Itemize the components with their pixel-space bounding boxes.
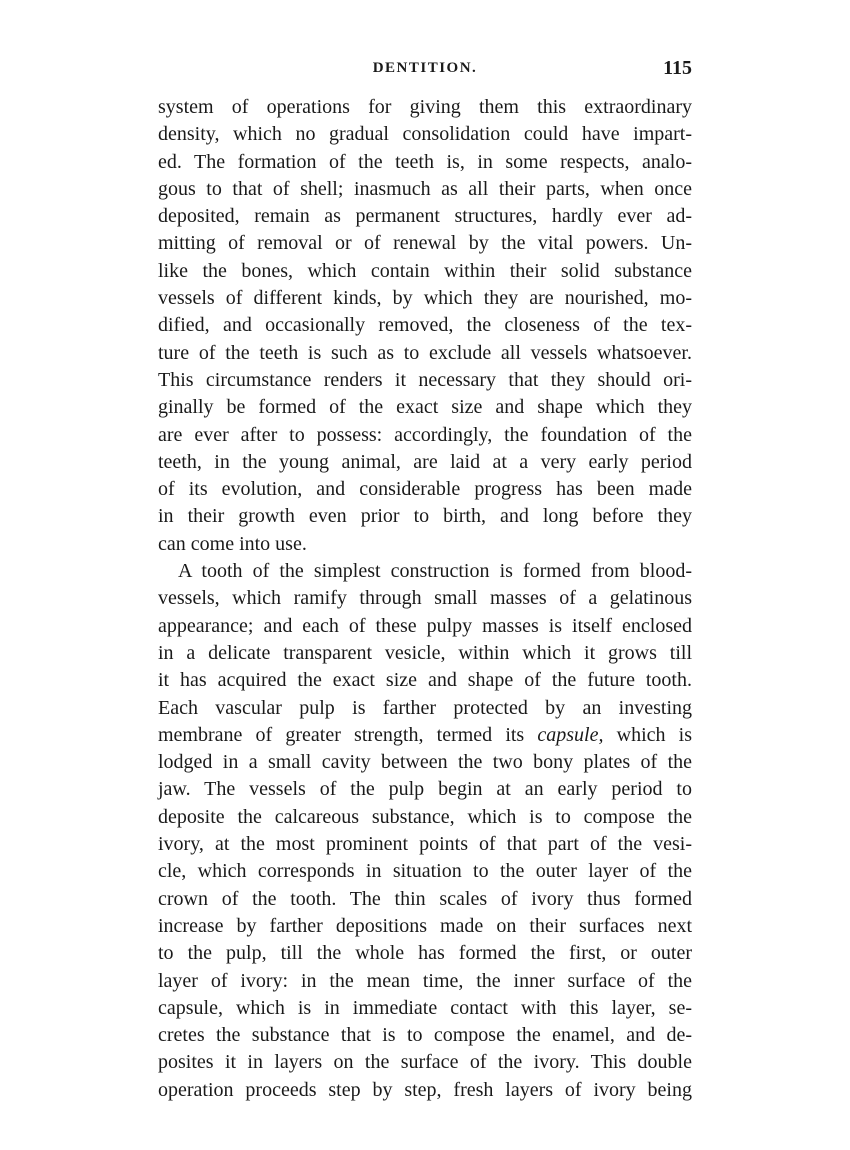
running-head (158, 57, 692, 88)
line-text: which is (603, 723, 692, 746)
text-line: cretes the substance that is to compose the enamel, and de- (158, 1024, 692, 1047)
text-line: in a delicate transparent vesicle, within which it grows till (158, 641, 692, 664)
text-line: are ever after to possess: accordingly, the foundation of the (158, 423, 692, 446)
text-line: posites it in layers on the surface of the ivory. This double (158, 1051, 692, 1074)
text-line: capsule, which is in immediate contact with this layer, se- (158, 996, 692, 1019)
line-text: membrane of greater strength, termed its (158, 723, 538, 746)
text-line: deposited, remain as permanent structures, hardly ever ad- (158, 205, 692, 228)
text-line: lodged in a small cavity between the two bony plates of the (158, 751, 692, 774)
text-line: appearance; and each of these pulpy masses is itself enclosed (158, 614, 692, 637)
text-line: gous to that of shell; inasmuch as all their parts, when once (158, 177, 692, 200)
text-line: vessels, which ramify through small masses of a gelatinous (158, 587, 692, 610)
paragraph-start-line: A tooth of the simplest construction is formed from blood- (178, 560, 692, 583)
text-line: dified, and occasionally removed, the closeness of the tex- (158, 314, 692, 337)
text-line: teeth, in the young animal, are laid at a very early period (158, 450, 692, 473)
text-line: ginally be formed of the exact size and shape which they (158, 396, 692, 419)
text-line: vessels of different kinds, by which they are nourished, mo- (158, 287, 692, 310)
text-line: jaw. The vessels of the pulp begin at an early period to (158, 778, 692, 801)
paragraph-end-line: can come into use. (158, 532, 307, 555)
text-line: increase by farther depositions made on their surfaces next (158, 914, 692, 937)
text-line: ture of the teeth is such as to exclude all vessels whatsoever. (158, 341, 692, 364)
text-line: ivory, at the most prominent points of that part of the vesi- (158, 833, 692, 856)
text-line: mitting of removal or of renewal by the vital powers. Un- (158, 232, 692, 255)
text-line: deposite the calcareous substance, which is to compose the (158, 805, 692, 828)
text-line: density, which no gradual consolidation could have impart- (158, 123, 692, 146)
text-line: crown of the tooth. The thin scales of ivory thus formed (158, 887, 692, 910)
text-line: Each vascular pulp is farther protected by an investing (158, 696, 692, 719)
text-line: cle, which corresponds in situation to the outer layer of the (158, 860, 692, 883)
text-line: it has acquired the exact size and shape of the future tooth. (158, 669, 692, 692)
text-line: This circumstance renders it necessary that they should ori- (158, 368, 692, 391)
text-line: layer of ivory: in the mean time, the inner surface of the (158, 969, 692, 992)
page-number: 115 (663, 57, 692, 79)
text-line: to the pulp, till the whole has formed the first, or outer (158, 942, 692, 965)
body-text (158, 94, 692, 1104)
text-line: system of operations for giving them this extraordinary (158, 96, 692, 118)
text-line: in their growth even prior to birth, and long before they (158, 505, 692, 528)
running-title: DENTITION. (372, 60, 478, 76)
text-line: like the bones, which contain within their solid substance (158, 259, 692, 282)
text-line: ed. The formation of the teeth is, in some respects, analo- (158, 150, 692, 173)
italic-term: capsule, (537, 723, 604, 746)
text-line: of its evolution, and considerable progress has been made (158, 478, 692, 501)
text-line-with-italic (158, 722, 692, 749)
text-line: operation proceeds step by step, fresh layers of ivory being (158, 1078, 692, 1101)
